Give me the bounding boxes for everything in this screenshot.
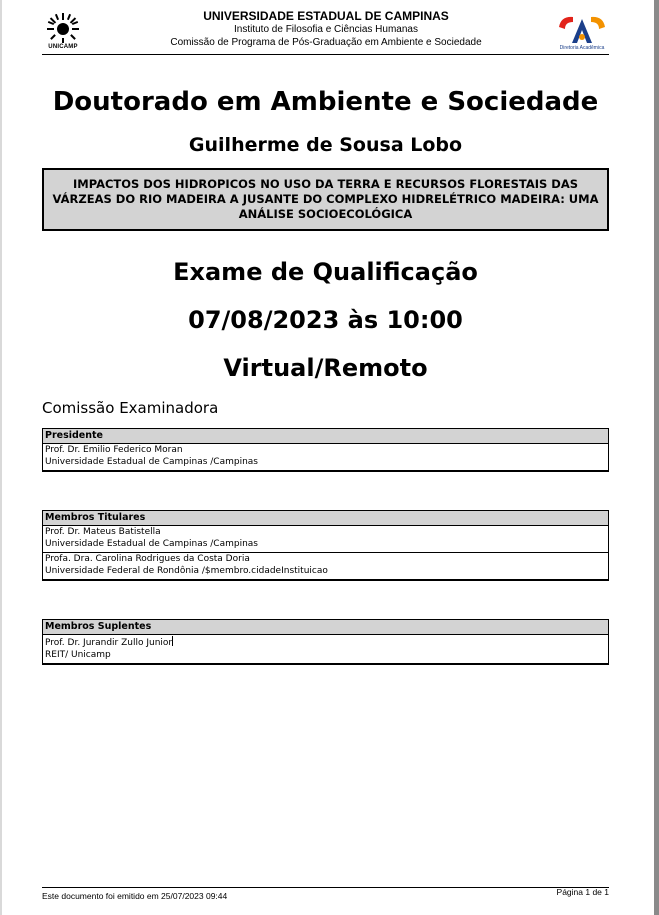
substitute-members-table-header: Membros Suplentes bbox=[43, 620, 608, 635]
committee-member bbox=[43, 635, 608, 663]
dac-logo-icon bbox=[553, 13, 611, 45]
unicamp-logo bbox=[44, 12, 82, 52]
dac-logo bbox=[553, 13, 611, 53]
titular-members-table bbox=[42, 510, 609, 581]
member-name-line bbox=[45, 636, 606, 650]
page-number: Página 1 de 1 bbox=[556, 887, 609, 897]
university-name: UNIVERSIDADE ESTADUAL DE CAMPINAS bbox=[203, 9, 449, 23]
member-institution: REIT/ Unicamp bbox=[45, 649, 111, 660]
page-edge bbox=[654, 0, 659, 915]
member-name: Profa. Dra. Carolina Rodrigues da Costa Doria bbox=[45, 554, 250, 564]
exam-datetime: 07/08/2023 às 10:00 bbox=[188, 306, 463, 334]
institute-name: Instituto de Filosofia e Ciências Humanas bbox=[234, 24, 418, 35]
member-name: Prof. Dr. Emilio Federico Moran bbox=[45, 445, 183, 455]
document-header bbox=[130, 9, 522, 49]
member-institution: Universidade Estadual de Campinas /Campinas bbox=[45, 456, 258, 467]
committee-member bbox=[43, 552, 608, 579]
student-name: Guilherme de Sousa Lobo bbox=[188, 134, 463, 156]
dac-wordmark: Diretoria Acadêmica bbox=[559, 45, 605, 51]
thesis-title-box bbox=[42, 168, 609, 231]
header-divider bbox=[42, 54, 609, 55]
commission-name: Comissão de Programa de Pós-Graduação em Ambiente e Sociedade bbox=[170, 37, 482, 48]
unicamp-wordmark: UNICAMP bbox=[48, 44, 78, 50]
text-cursor bbox=[172, 636, 173, 646]
committee-heading: Comissão Examinadora bbox=[42, 399, 219, 417]
titular-members-table-header: Membros Titulares bbox=[43, 511, 608, 526]
thesis-title: IMPACTOS DOS HIDROPICOS NO USO DA TERRA E RECURSOS FLORESTAIS DAS VÁRZEAS DO RIO MADEIRA A JUSANTE DO COMPLEXO HIDRELÉTRICO MADEIRA: UMA ANÁLISE SOCIOECOLÓGICA bbox=[52, 177, 599, 221]
footer-divider bbox=[42, 887, 609, 888]
committee-member bbox=[43, 526, 608, 552]
member-institution: Universidade Federal de Rondônia /$membro.cidadeInstituicao bbox=[45, 565, 328, 576]
member-name: Prof. Dr. Mateus Batistella bbox=[45, 527, 161, 537]
president-table-header: Presidente bbox=[43, 429, 608, 444]
president-table bbox=[42, 428, 609, 472]
committee-member bbox=[43, 444, 608, 470]
exam-type: Exame de Qualificação bbox=[173, 258, 478, 286]
unicamp-logo-icon bbox=[44, 12, 82, 44]
member-name: Prof. Dr. Jurandir Zullo Junior bbox=[45, 638, 173, 648]
substitute-members-table bbox=[42, 619, 609, 665]
issued-timestamp: Este documento foi emitido em 25/07/2023 09:44 bbox=[42, 891, 228, 901]
member-institution: Universidade Estadual de Campinas /Campinas bbox=[45, 538, 258, 549]
exam-location: Virtual/Remoto bbox=[223, 354, 428, 382]
program-title: Doutorado em Ambiente e Sociedade bbox=[52, 87, 599, 117]
